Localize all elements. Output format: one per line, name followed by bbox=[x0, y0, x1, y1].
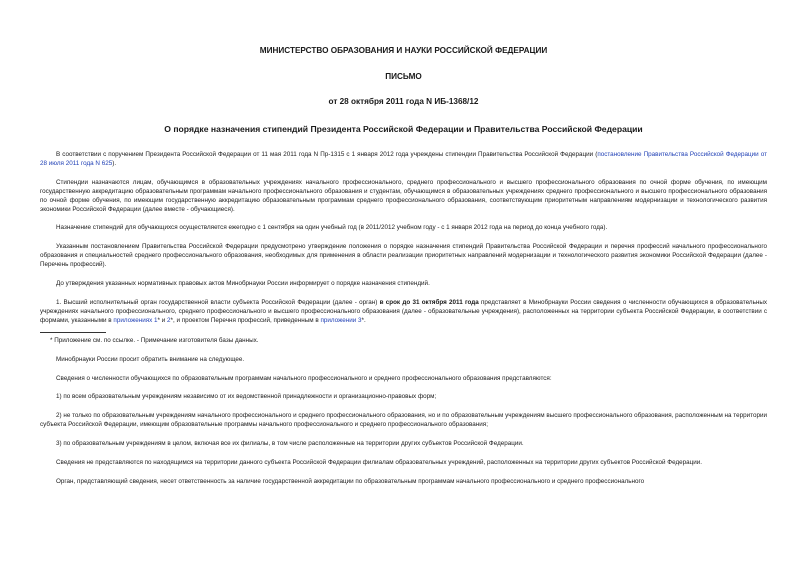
paragraph-8: Сведения о численности обучающихся по образовательным программам начального профессионального и среднего профессионального образования представляются: bbox=[56, 374, 552, 382]
paragraph-7: Минобрнауки России просит обратить внимание на следующее. bbox=[56, 355, 245, 363]
paragraph-text: *, и проектом Перечня профессий, приведенным в bbox=[170, 316, 321, 324]
document-body bbox=[40, 151, 767, 487]
paragraph-1 bbox=[40, 151, 767, 169]
paragraph-text: * и bbox=[157, 316, 167, 324]
footnote-divider bbox=[40, 332, 106, 333]
footnote: * Приложение см. по ссылке. - Примечание изготовителя базы данных. bbox=[50, 336, 259, 344]
document-title: О порядке назначения стипендий Президента Российской Федерации и Правительства Российской Федерации bbox=[164, 124, 643, 134]
deadline-emphasis: в срок до 31 октября 2011 года bbox=[379, 298, 479, 306]
appendix-1-link[interactable]: приложениях 1 bbox=[113, 316, 158, 324]
appendix-2-link[interactable]: 2 bbox=[167, 316, 171, 324]
paragraph-13: Орган, представляющий сведения, несет ответственность за наличие государственной аккредитации по образовательным программам начального профессионального и среднего профессионального bbox=[56, 477, 645, 485]
paragraph-10: 2) не только по образовательным учреждениям начального профессионального и среднего профессионального образования, но и по образовательным учреждениям высшего профессионального образования, расположенным на территории субъекта Российской Федерации, имеющим образовательные программы начального профессионального и среднего профессионального образования; bbox=[40, 412, 767, 429]
paragraph-text: представляет в Минобрнауки России сведения о численности обучающихся в образовательных учреждениях начального профессионального, среднего профессионального и высшего профессионального образования (далее - образовательные учреждения), расположенных на территории субъекта Российской Федерации, в соответствии с формами, указанными в bbox=[40, 298, 767, 324]
paragraph-text: В соответствии с поручением Президента Российской Федерации от 11 мая 2011 года N Пр-1315 с 1 января 2012 года учреждены стипендии Правительства Российской Федерации ( bbox=[56, 151, 598, 158]
document-type: ПИСЬМО bbox=[385, 72, 422, 81]
document-date: от 28 октября 2011 года N ИБ-1368/12 bbox=[328, 97, 479, 106]
paragraph-11: 3) по образовательным учреждениям в целом, включая все их филиалы, в том числе расположенные на территории других субъектов Российской Федерации. bbox=[56, 440, 524, 448]
ministry-heading: МИНИСТЕРСТВО ОБРАЗОВАНИЯ И НАУКИ РОССИЙСКОЙ ФЕДЕРАЦИИ bbox=[259, 46, 548, 55]
paragraph-text: 1. Высший исполнительный орган государственной власти субъекта Российской Федерации (далее - орган) bbox=[56, 298, 380, 306]
paragraph-text: ). bbox=[112, 159, 117, 167]
paragraph-5: До утверждения указанных нормативных правовых актов Минобрнауки России информирует о порядке назначения стипендий. bbox=[56, 280, 430, 288]
paragraph-text: *. bbox=[361, 316, 366, 324]
paragraph-2: Стипендии назначаются лицам, обучающимся в образовательных учреждениях начального профессионального, среднего профессионального и высшего профессионального образования по очной форме обучения, по имеющим государственную аккредитацию образовательным программам начального профессионального образования и студентам, обучающимся в образовательных учреждениях среднего профессионального и высшего профессионального образования по очной форме обучения, по имеющим государственную аккредитацию образовательным программам среднего профессионального образования, соответствующим приоритетным направлениям модернизации и технологического развития экономики Российской Федерации (далее вместе - обучающиеся). bbox=[40, 178, 767, 213]
paragraph-3: Назначение стипендий для обучающихся осуществляется ежегодно с 1 сентября на один учебный год (в 2011/2012 учебном году - с 1 января 2012 года на период до конца учебного года). bbox=[56, 224, 608, 232]
appendix-3-link[interactable]: приложении 3 bbox=[320, 316, 362, 324]
resolution-link[interactable]: постановление Правительства Российской Федерации от 28 июля 2011 года N 625 bbox=[40, 151, 767, 167]
paragraph-4: Указанным постановлением Правительства Российской Федерации предусмотрено утверждение положения о порядке назначения стипендий Правительства Российской Федерации и перечня профессий начального профессионального образования и специальностей среднего профессионального образования, необходимых для применения в области реализации приоритетных направлений модернизации и технологического развития экономики Российской Федерации (далее - Перечень профессий). bbox=[40, 243, 767, 269]
paragraph-12: Сведения не представляются по находящимся на территории данного субъекта Российской Федерации филиалам образовательных учреждений, расположенных на территории других субъектов Российской Федерации. bbox=[56, 459, 703, 467]
paragraph-6 bbox=[40, 299, 767, 326]
paragraph-9: 1) по всем образовательным учреждениям независимо от их ведомственной принадлежности и организационно-правовых форм; bbox=[56, 393, 437, 401]
